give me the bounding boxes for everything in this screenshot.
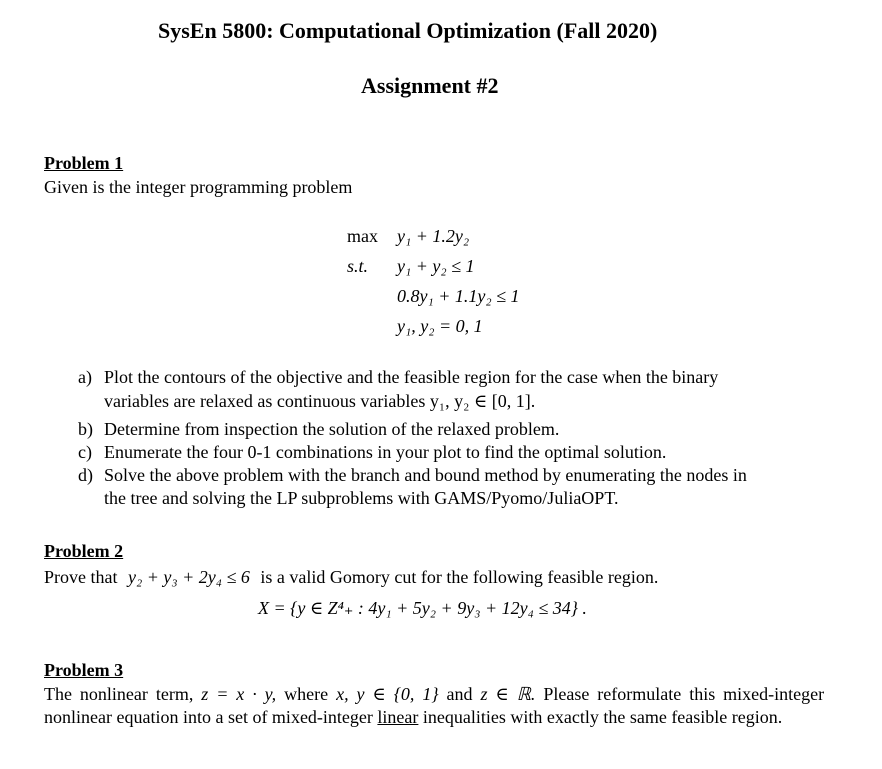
problem-3-text-a: The nonlinear term, <box>44 684 194 704</box>
part-a-label: a) <box>78 367 92 387</box>
problem-3-statement <box>44 683 824 729</box>
max-label: max <box>347 226 378 246</box>
problem-2-statement: is a valid Gomory cut for the following feasible region. <box>260 567 659 587</box>
gomory-cut-expression: y₂ + y₃ + 2y₄ ≤ 6 <box>128 567 250 587</box>
problem-2-statement-line <box>44 566 658 588</box>
expression-binary-domain: x, y ∈ {0, 1} <box>336 684 439 704</box>
part-b-line-1: Determine from inspection the solution of the relaxed problem. <box>104 419 560 439</box>
part-a-line-1: Plot the contours of the objective and the feasible region for the case when the binary <box>104 367 719 387</box>
course-title: SysEn 5800: Computational Optimization (Fall 2020) <box>158 18 658 43</box>
part-c-line-1: Enumerate the four 0-1 combinations in your plot to find the optimal solution. <box>104 442 667 462</box>
problem-3-text-d: Please reformulate this mixed-integer nonlinear equation into a set of mixed-integer <box>44 684 825 727</box>
problem-2-heading: Problem 2 <box>44 541 124 561</box>
part-c-label: c) <box>78 442 92 462</box>
part-a-line-2: variables are relaxed as continuous variables y₁, y₂ ∈ [0, 1]. <box>104 391 536 411</box>
expression-real-domain: z ∈ ℝ. <box>480 684 536 704</box>
assignment-title: Assignment #2 <box>361 73 499 98</box>
part-d-line-1: Solve the above problem with the branch and bound method by enumerating the nodes in <box>104 465 747 485</box>
constraint-1: y₁ + y₂ ≤ 1 <box>397 256 475 276</box>
linear-word: linear <box>377 707 419 727</box>
problem-3-text-e: inequalities with exactly the same feasible region. <box>422 707 783 727</box>
expression-z-eq-xy: z = x · y, <box>201 684 277 704</box>
st-label: s.t. <box>347 256 369 276</box>
part-b-label: b) <box>78 419 93 439</box>
problem-1-intro: Given is the integer programming problem <box>44 177 353 197</box>
prove-that-text: Prove that <box>44 567 118 587</box>
problem-3-text-c: and <box>446 684 473 704</box>
part-d-line-2: the tree and solving the LP subproblems with GAMS/Pyomo/JuliaOPT. <box>104 488 619 508</box>
feasible-region-expression: X = {y ∈ Z⁴₊ : 4y₁ + 5y₂ + 9y₃ + 12y₄ ≤ 34} . <box>258 598 587 618</box>
constraint-2: 0.8y₁ + 1.1y₂ ≤ 1 <box>397 286 520 306</box>
constraint-3: y₁, y₂ = 0, 1 <box>397 316 483 336</box>
problem-3-heading: Problem 3 <box>44 660 124 680</box>
problem-3-text-b: where <box>284 684 329 704</box>
objective-expression: y₁ + 1.2y₂ <box>397 226 470 246</box>
problem-1-heading: Problem 1 <box>44 153 124 173</box>
part-d-label: d) <box>78 465 93 485</box>
